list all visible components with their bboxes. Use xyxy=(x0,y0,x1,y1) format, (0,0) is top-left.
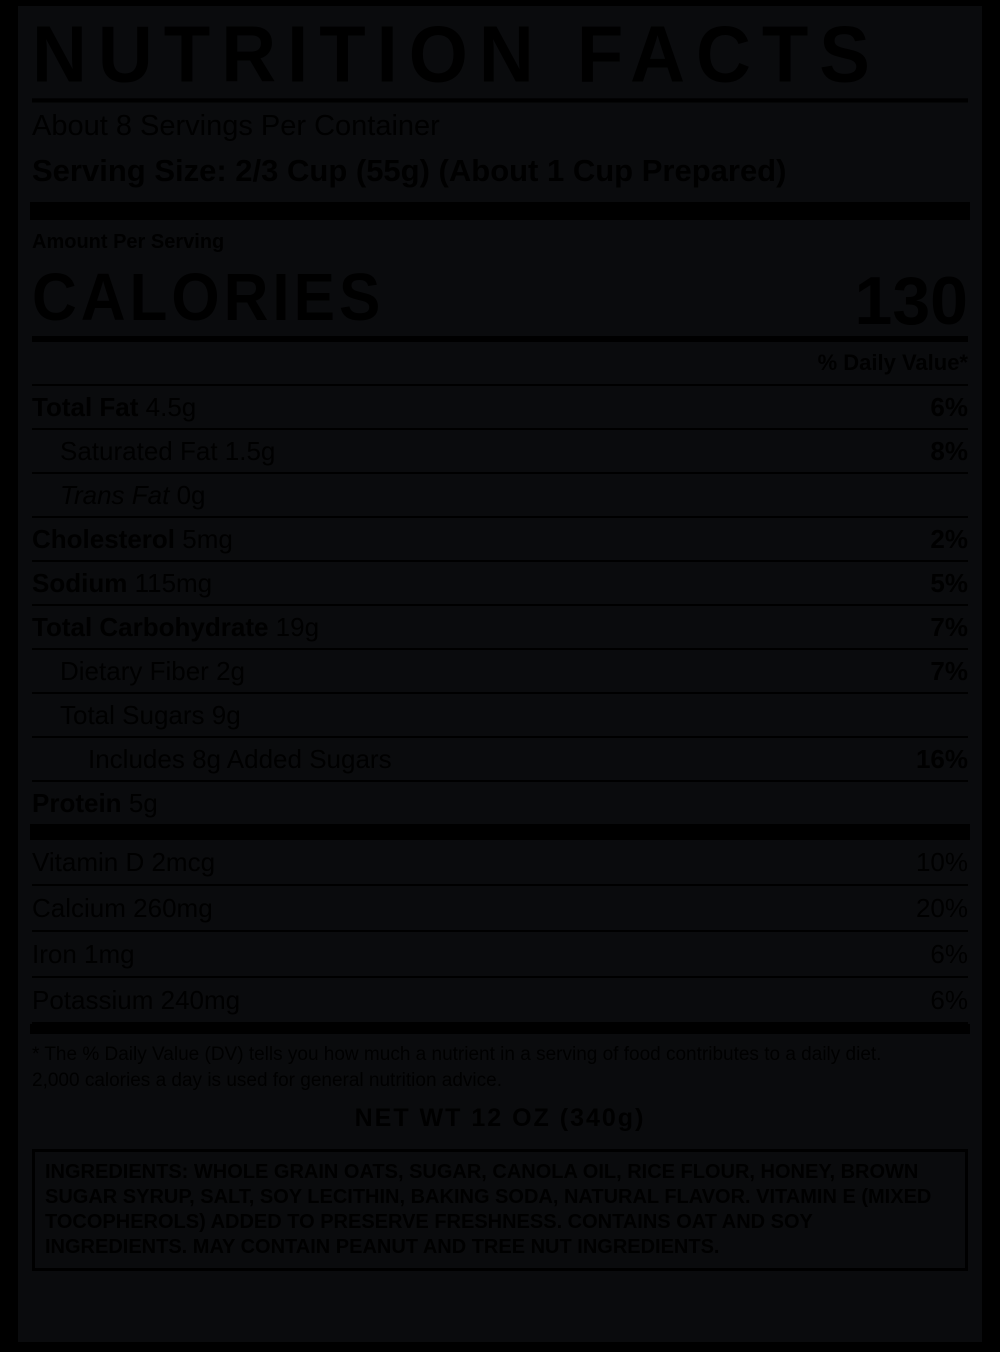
table-row xyxy=(32,650,968,694)
nutrient-name: Trans Fat xyxy=(60,479,170,510)
nutrition-facts-panel xyxy=(18,6,982,1342)
table-row xyxy=(32,978,968,1024)
section-divider xyxy=(30,1024,970,1034)
vitamin-name: Calcium xyxy=(32,892,126,923)
calories-value: 130 xyxy=(854,263,968,339)
nutrient-amount: 9g xyxy=(211,699,241,730)
table-row xyxy=(32,886,968,932)
nutrient-amount: 5mg xyxy=(182,523,233,554)
table-row xyxy=(32,694,968,738)
table-row xyxy=(32,738,968,782)
section-divider xyxy=(30,824,970,840)
table-row xyxy=(32,430,968,474)
nutrient-amount: 2g xyxy=(216,655,245,686)
vitamin-dv: 6% xyxy=(930,938,968,969)
table-row xyxy=(32,386,968,430)
ingredients-box: INGREDIENTS: WHOLE GRAIN OATS, SUGAR, CANOLA OIL, RICE FLOUR, HONEY, BROWN SUGAR SYRUP, SALT, SOY LECITHIN, BAKING SODA, NATURAL FLAVOR. VITAMIN E (MIXED TOCOPHEROLS) ADDED TO PRESERVE FRESHNESS. CONTAINS OAT AND SOY INGREDIENTS. MAY CONTAIN PEANUT AND TREE NUT INGREDIENTS. xyxy=(32,1149,968,1271)
vitamin-amount: 2mcg xyxy=(151,846,216,877)
nutrient-dv: 8% xyxy=(930,435,968,466)
nutrient-label xyxy=(32,392,196,423)
nutrient-name: Protein xyxy=(32,787,122,818)
nutrient-amount: 115mg xyxy=(134,567,213,598)
vitamin-name: Vitamin D xyxy=(32,846,145,877)
nutrient-dv: 6% xyxy=(930,391,968,422)
table-row xyxy=(32,562,968,606)
nutrient-label xyxy=(32,568,212,599)
vitamin-amount: 240mg xyxy=(160,984,241,1015)
nutrient-label xyxy=(32,436,275,467)
vitamin-amount: 1mg xyxy=(84,938,135,969)
vitamin-name: Iron xyxy=(32,938,77,969)
nutrient-label xyxy=(32,788,158,819)
nutrient-name: Saturated Fat xyxy=(60,435,218,466)
nutrient-dv: 16% xyxy=(915,743,968,774)
nutrient-amount: 8g Added Sugars xyxy=(192,743,392,774)
vitamin-dv: 6% xyxy=(930,984,968,1015)
nutrient-dv: 7% xyxy=(930,655,968,686)
amount-per-serving-label: Amount Per Serving xyxy=(32,231,225,253)
servings-per-container: About 8 Servings Per Container xyxy=(32,110,440,142)
nutrient-name: Total Carbohydrate xyxy=(32,611,269,642)
nutrient-name: Includes xyxy=(88,743,185,774)
table-row xyxy=(32,474,968,518)
vitamin-name: Potassium xyxy=(32,984,154,1015)
page-title: NUTRITION FACTS xyxy=(32,8,968,102)
table-row xyxy=(32,782,968,824)
calories-row xyxy=(32,254,968,342)
vitamin-amount: 260mg xyxy=(133,892,213,923)
table-row xyxy=(32,518,968,562)
nutrient-name: Cholesterol xyxy=(32,523,176,554)
daily-value-header: % Daily Value* xyxy=(32,342,968,386)
section-divider xyxy=(30,202,970,220)
nutrient-label xyxy=(32,524,233,555)
vitamin-label xyxy=(32,893,213,924)
net-weight: NET WT 12 OZ (340g) xyxy=(354,1104,646,1132)
nutrient-label xyxy=(32,480,205,511)
nutrient-dv: 7% xyxy=(930,611,968,642)
nutrient-label xyxy=(32,744,392,775)
nutrient-name: Total Fat xyxy=(32,391,139,422)
vitamin-label xyxy=(32,939,135,970)
nutrient-dv: 5% xyxy=(930,567,968,598)
nutrient-amount: 1.5g xyxy=(224,435,276,466)
vitamin-dv: 10% xyxy=(915,846,968,877)
table-row xyxy=(32,606,968,650)
serving-size: Serving Size: 2/3 Cup (55g) (About 1 Cup Prepared) xyxy=(32,153,787,188)
table-row xyxy=(32,932,968,978)
nutrient-amount: 0g xyxy=(176,479,206,510)
vitamin-label xyxy=(32,985,240,1016)
calories-label: CALORIES xyxy=(32,260,385,335)
nutrient-amount: 19g xyxy=(275,611,320,642)
nutrient-label xyxy=(32,656,245,687)
nutrient-dv: 2% xyxy=(930,523,968,554)
nutrient-amount: 4.5g xyxy=(145,391,197,422)
nutrient-label xyxy=(32,612,319,643)
vitamin-label xyxy=(32,847,215,878)
daily-value-footnote: * The % Daily Value (DV) tells you how much a nutrient in a serving of food contributes to a daily diet. 2,000 calories a day is used for general nutrition advice. xyxy=(32,1044,882,1091)
nutrient-name: Sodium xyxy=(32,567,128,598)
nutrient-amount: 5g xyxy=(128,787,158,818)
vitamin-dv: 20% xyxy=(915,892,968,923)
table-row xyxy=(32,840,968,886)
nutrient-label xyxy=(32,700,241,731)
nutrient-name: Dietary Fiber xyxy=(60,655,209,686)
nutrient-name: Total Sugars xyxy=(60,699,205,730)
